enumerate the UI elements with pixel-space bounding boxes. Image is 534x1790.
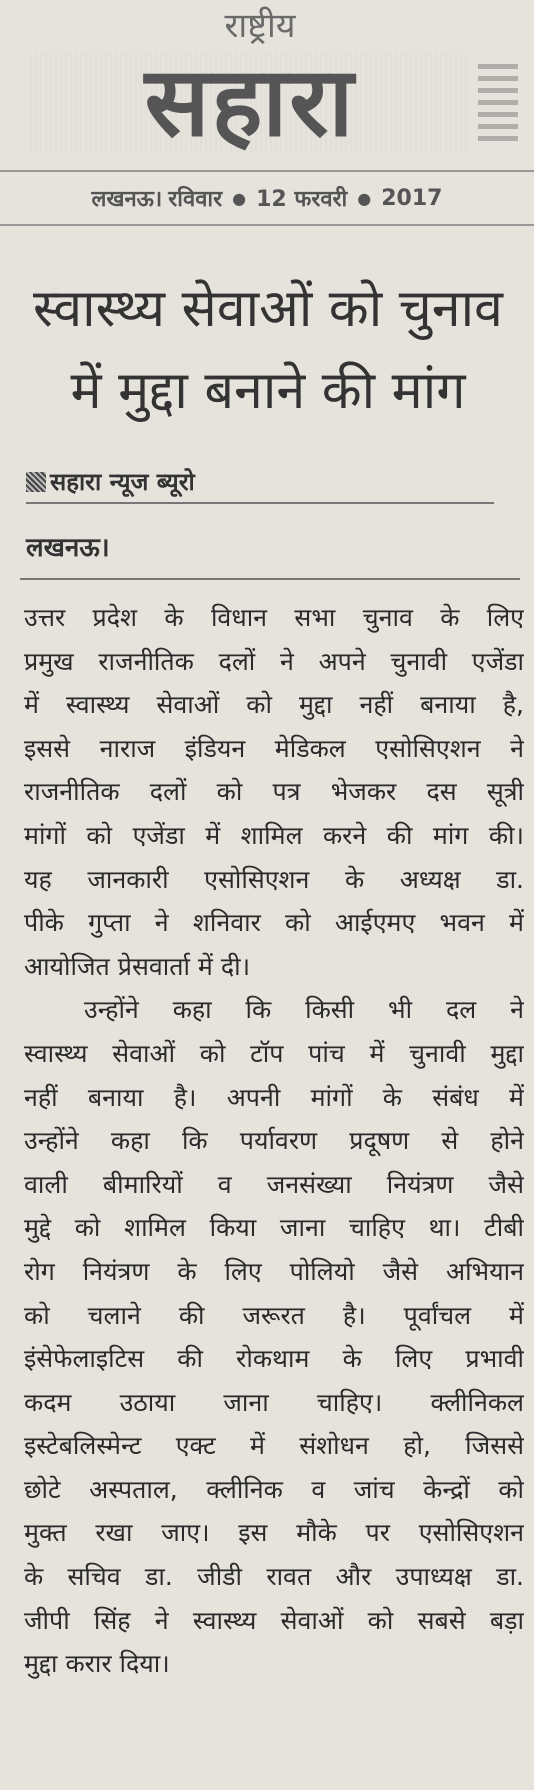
body-line: इससे नाराज इंडियन मेडिकल एसोसिएशन ने <box>24 733 524 763</box>
bullet-icon: ● <box>357 188 372 208</box>
body-line: के सचिव डा. जीडी रावत और उपाध्यक्ष डा. <box>24 1562 524 1592</box>
body-line: मुक्त रखा जाए। इस मौके पर एसोसिएशन <box>24 1518 524 1548</box>
body-line: यह जानकारी एसोसिएशन के अध्यक्ष डा. <box>24 864 524 894</box>
body-line: मुद्दे को शामिल किया जाना चाहिए था। टीबी <box>24 1213 524 1243</box>
body-line: वाली बीमारियों व जनसंख्या नियंत्रण जैसे <box>24 1169 524 1199</box>
divider <box>20 578 520 580</box>
body-line: छोटे अस्पताल, क्लीनिक व जांच केन्द्रों को <box>24 1474 524 1504</box>
bullet-icon: ● <box>232 188 247 208</box>
paragraph-2 <box>24 988 524 1686</box>
body-line: उत्तर प्रदेश के विधान सभा चुनाव के लिए <box>24 603 524 632</box>
body-line: उन्होंने कहा कि किसी भी दल ने <box>84 995 524 1025</box>
body-line: स्वास्थ्य सेवाओं को टॉप पांच में चुनावी मुद्दा <box>24 1038 524 1068</box>
body-line: मुद्दा करार दिया। <box>24 1649 170 1679</box>
masthead-brand-logo: सहारा <box>30 52 470 152</box>
byline-text: सहारा न्यूज ब्यूरो <box>50 468 195 496</box>
headline-line-2: में मुद्दा बनाने की मांग <box>70 361 466 421</box>
dateline-day: रविवार <box>168 187 223 212</box>
dateline-year: 2017 <box>381 185 443 211</box>
masthead <box>0 0 534 168</box>
body-line: इस्टेबलिस्मेन्ट एक्ट में संशोधन हो, जिससे <box>24 1431 524 1461</box>
body-line: रोग नियंत्रण के लिए पोलियो जैसे अभियान <box>24 1256 524 1286</box>
body-line: मांगों को एजेंडा में शामिल करने की मांग की। <box>24 820 524 850</box>
body-line: नहीं बनाया है। अपनी मांगों के संबंध में <box>24 1082 524 1112</box>
dateline-date: 12 फरवरी <box>256 187 348 212</box>
body-line: आयोजित प्रेसवार्ता में दी। <box>24 951 251 981</box>
body-line: जीपी सिंह ने स्वास्थ्य सेवाओं को सबसे बड़ा <box>24 1605 524 1635</box>
dateline <box>0 170 534 226</box>
body-line: इंसेफेलाइटिस की रोकथाम के लिए प्रभावी <box>24 1344 524 1374</box>
masthead-top-word: राष्ट्रीय <box>224 6 296 46</box>
body-line: राजनीतिक दलों को पत्र भेजकर दस सूत्री <box>24 777 524 807</box>
paragraph-1 <box>24 596 524 988</box>
byline <box>26 462 494 504</box>
dateline-city: लखनऊ। <box>91 187 163 212</box>
body-line: को चलाने की जरूरत है। पूर्वांचल में <box>24 1300 524 1330</box>
body-line: में स्वास्थ्य सेवाओं को मुद्दा नहीं बनाया है, <box>24 690 524 720</box>
article-headline <box>18 268 518 432</box>
body-line: प्रमुख राजनीतिक दलों ने अपने चुनावी एजेंडा <box>24 646 524 676</box>
body-line: कदम उठाया जाना चाहिए। क्लीनिकल <box>24 1387 524 1417</box>
article-place: लखनऊ। <box>26 533 110 563</box>
body-line: उन्होंने कहा कि पर्यावरण प्रदूषण से होने <box>24 1126 524 1156</box>
body-line: पीके गुप्ता ने शनिवार को आईएमए भवन में <box>24 908 524 938</box>
headline-line-1: स्वास्थ्य सेवाओं को चुनाव <box>33 279 503 339</box>
article-body <box>24 596 524 1686</box>
square-bullet-icon <box>26 472 46 492</box>
masthead-stripes-decoration <box>478 64 518 146</box>
